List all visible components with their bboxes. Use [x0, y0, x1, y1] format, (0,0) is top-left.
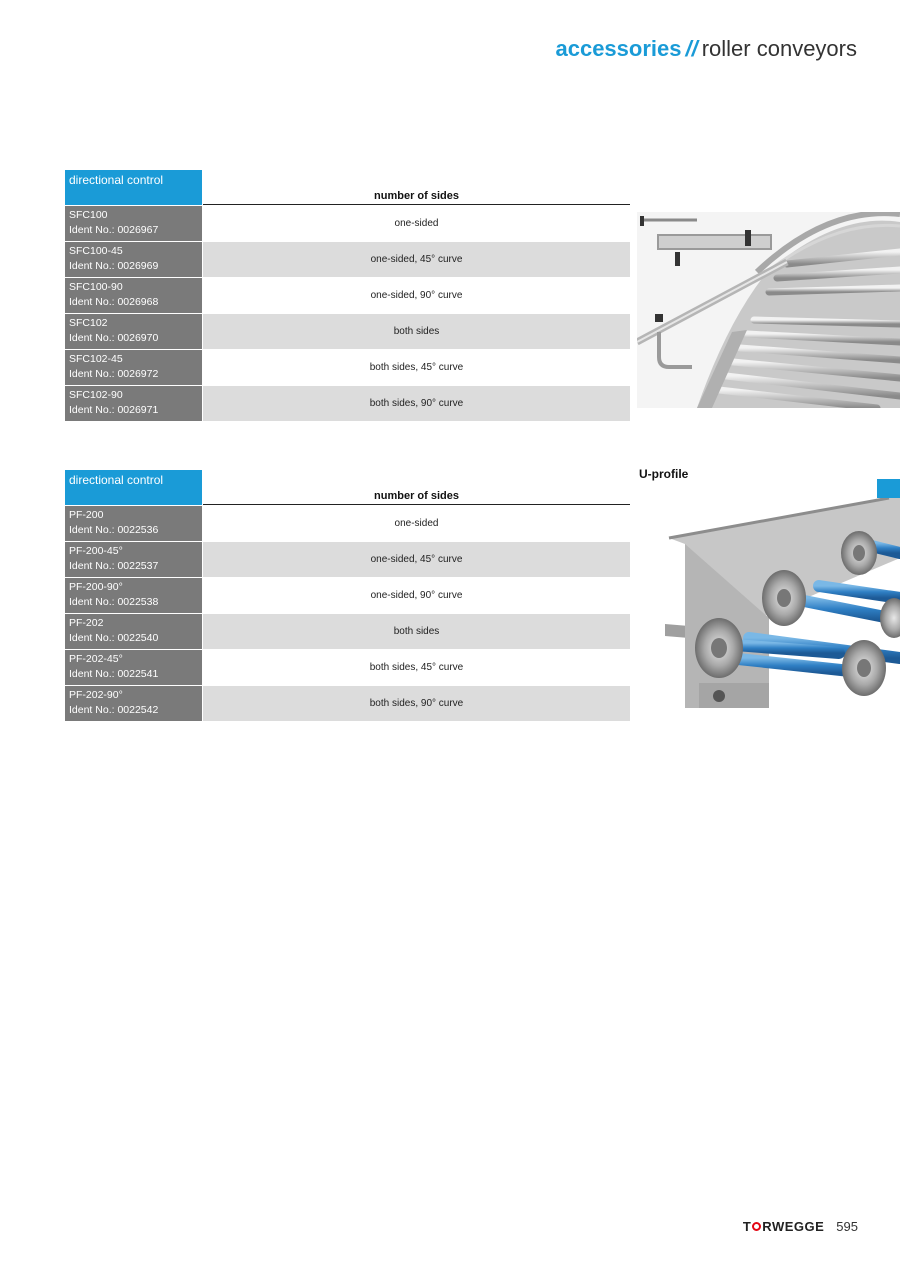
table-row	[65, 506, 630, 542]
row-ident: Ident No.: 0026968	[69, 295, 159, 308]
section-tab-marker	[877, 479, 900, 498]
table-row	[65, 578, 630, 614]
table-header	[65, 470, 630, 505]
header-separator: //	[685, 36, 698, 61]
table-row	[65, 314, 630, 350]
row-model: PF-202	[69, 616, 104, 629]
row-value: one-sided, 90° curve	[370, 289, 463, 301]
table-header	[65, 170, 630, 205]
row-value: one-sided, 45° curve	[203, 542, 630, 578]
row-model: SFC102	[69, 316, 108, 329]
row-value: one-sided, 90° curve	[370, 589, 463, 601]
curved-conveyor-illustration	[637, 212, 900, 408]
table-row	[65, 386, 630, 422]
logo-ring-icon	[752, 1222, 761, 1231]
torwegge-logo	[743, 1219, 824, 1234]
row-value: one-sided, 45° curve	[203, 242, 630, 278]
row-ident: Ident No.: 0026970	[69, 331, 159, 344]
row-ident: Ident No.: 0022542	[69, 703, 159, 716]
brand-prefix: T	[742, 1219, 752, 1234]
row-ident: Ident No.: 0022541	[69, 667, 159, 680]
table-directional-control-sfc	[65, 170, 630, 421]
table-directional-control-pf	[65, 470, 630, 721]
table-row	[65, 350, 630, 386]
row-value: one-sided	[394, 517, 439, 529]
row-value: both sides	[203, 314, 630, 350]
row-model: PF-202-90°	[69, 688, 123, 701]
row-value: both sides, 90° curve	[203, 386, 630, 422]
table-row	[65, 242, 630, 278]
row-model: SFC102-90	[69, 388, 123, 401]
column-header: number of sides	[203, 170, 630, 205]
row-model: SFC100-45	[69, 244, 123, 257]
table-row	[65, 542, 630, 578]
header-title-rest: roller conveyors	[701, 36, 857, 61]
table-row	[65, 614, 630, 650]
brand-suffix: RWEGGE	[762, 1219, 825, 1234]
row-model: PF-202-45°	[69, 652, 123, 665]
photo-caption-u-profile: U-profile	[639, 467, 689, 481]
row-value: both sides, 45° curve	[369, 661, 464, 673]
table-row	[65, 278, 630, 314]
row-ident: Ident No.: 0022540	[69, 631, 159, 644]
product-photo-u-profile	[659, 498, 900, 708]
row-ident: Ident No.: 0026967	[69, 223, 159, 236]
row-value: both sides, 90° curve	[203, 686, 630, 722]
table-header-label: directional control	[65, 470, 202, 505]
page-header	[555, 36, 857, 62]
table-row	[65, 686, 630, 722]
page-footer	[743, 1219, 858, 1234]
row-model: PF-200-90°	[69, 580, 123, 593]
row-value: both sides, 45° curve	[369, 361, 464, 373]
u-profile-illustration	[659, 498, 900, 708]
row-ident: Ident No.: 0026971	[69, 403, 159, 416]
row-value: one-sided	[394, 217, 439, 229]
product-photo-curved-roller-conveyor	[637, 212, 900, 408]
row-model: SFC100	[69, 208, 108, 221]
table-row	[65, 650, 630, 686]
row-ident: Ident No.: 0022537	[69, 559, 159, 572]
table-row	[65, 206, 630, 242]
row-model: SFC100-90	[69, 280, 123, 293]
page-number: 595	[836, 1219, 858, 1234]
row-ident: Ident No.: 0022536	[69, 523, 159, 536]
row-model: PF-200-45°	[69, 544, 123, 557]
row-ident: Ident No.: 0022538	[69, 595, 159, 608]
row-ident: Ident No.: 0026969	[69, 259, 159, 272]
row-value: both sides	[203, 614, 630, 650]
table-header-label: directional control	[65, 170, 202, 205]
column-header: number of sides	[203, 470, 630, 505]
header-title-accent: accessories	[555, 36, 682, 61]
row-model: PF-200	[69, 508, 104, 521]
row-ident: Ident No.: 0026972	[69, 367, 159, 380]
row-model: SFC102-45	[69, 352, 123, 365]
